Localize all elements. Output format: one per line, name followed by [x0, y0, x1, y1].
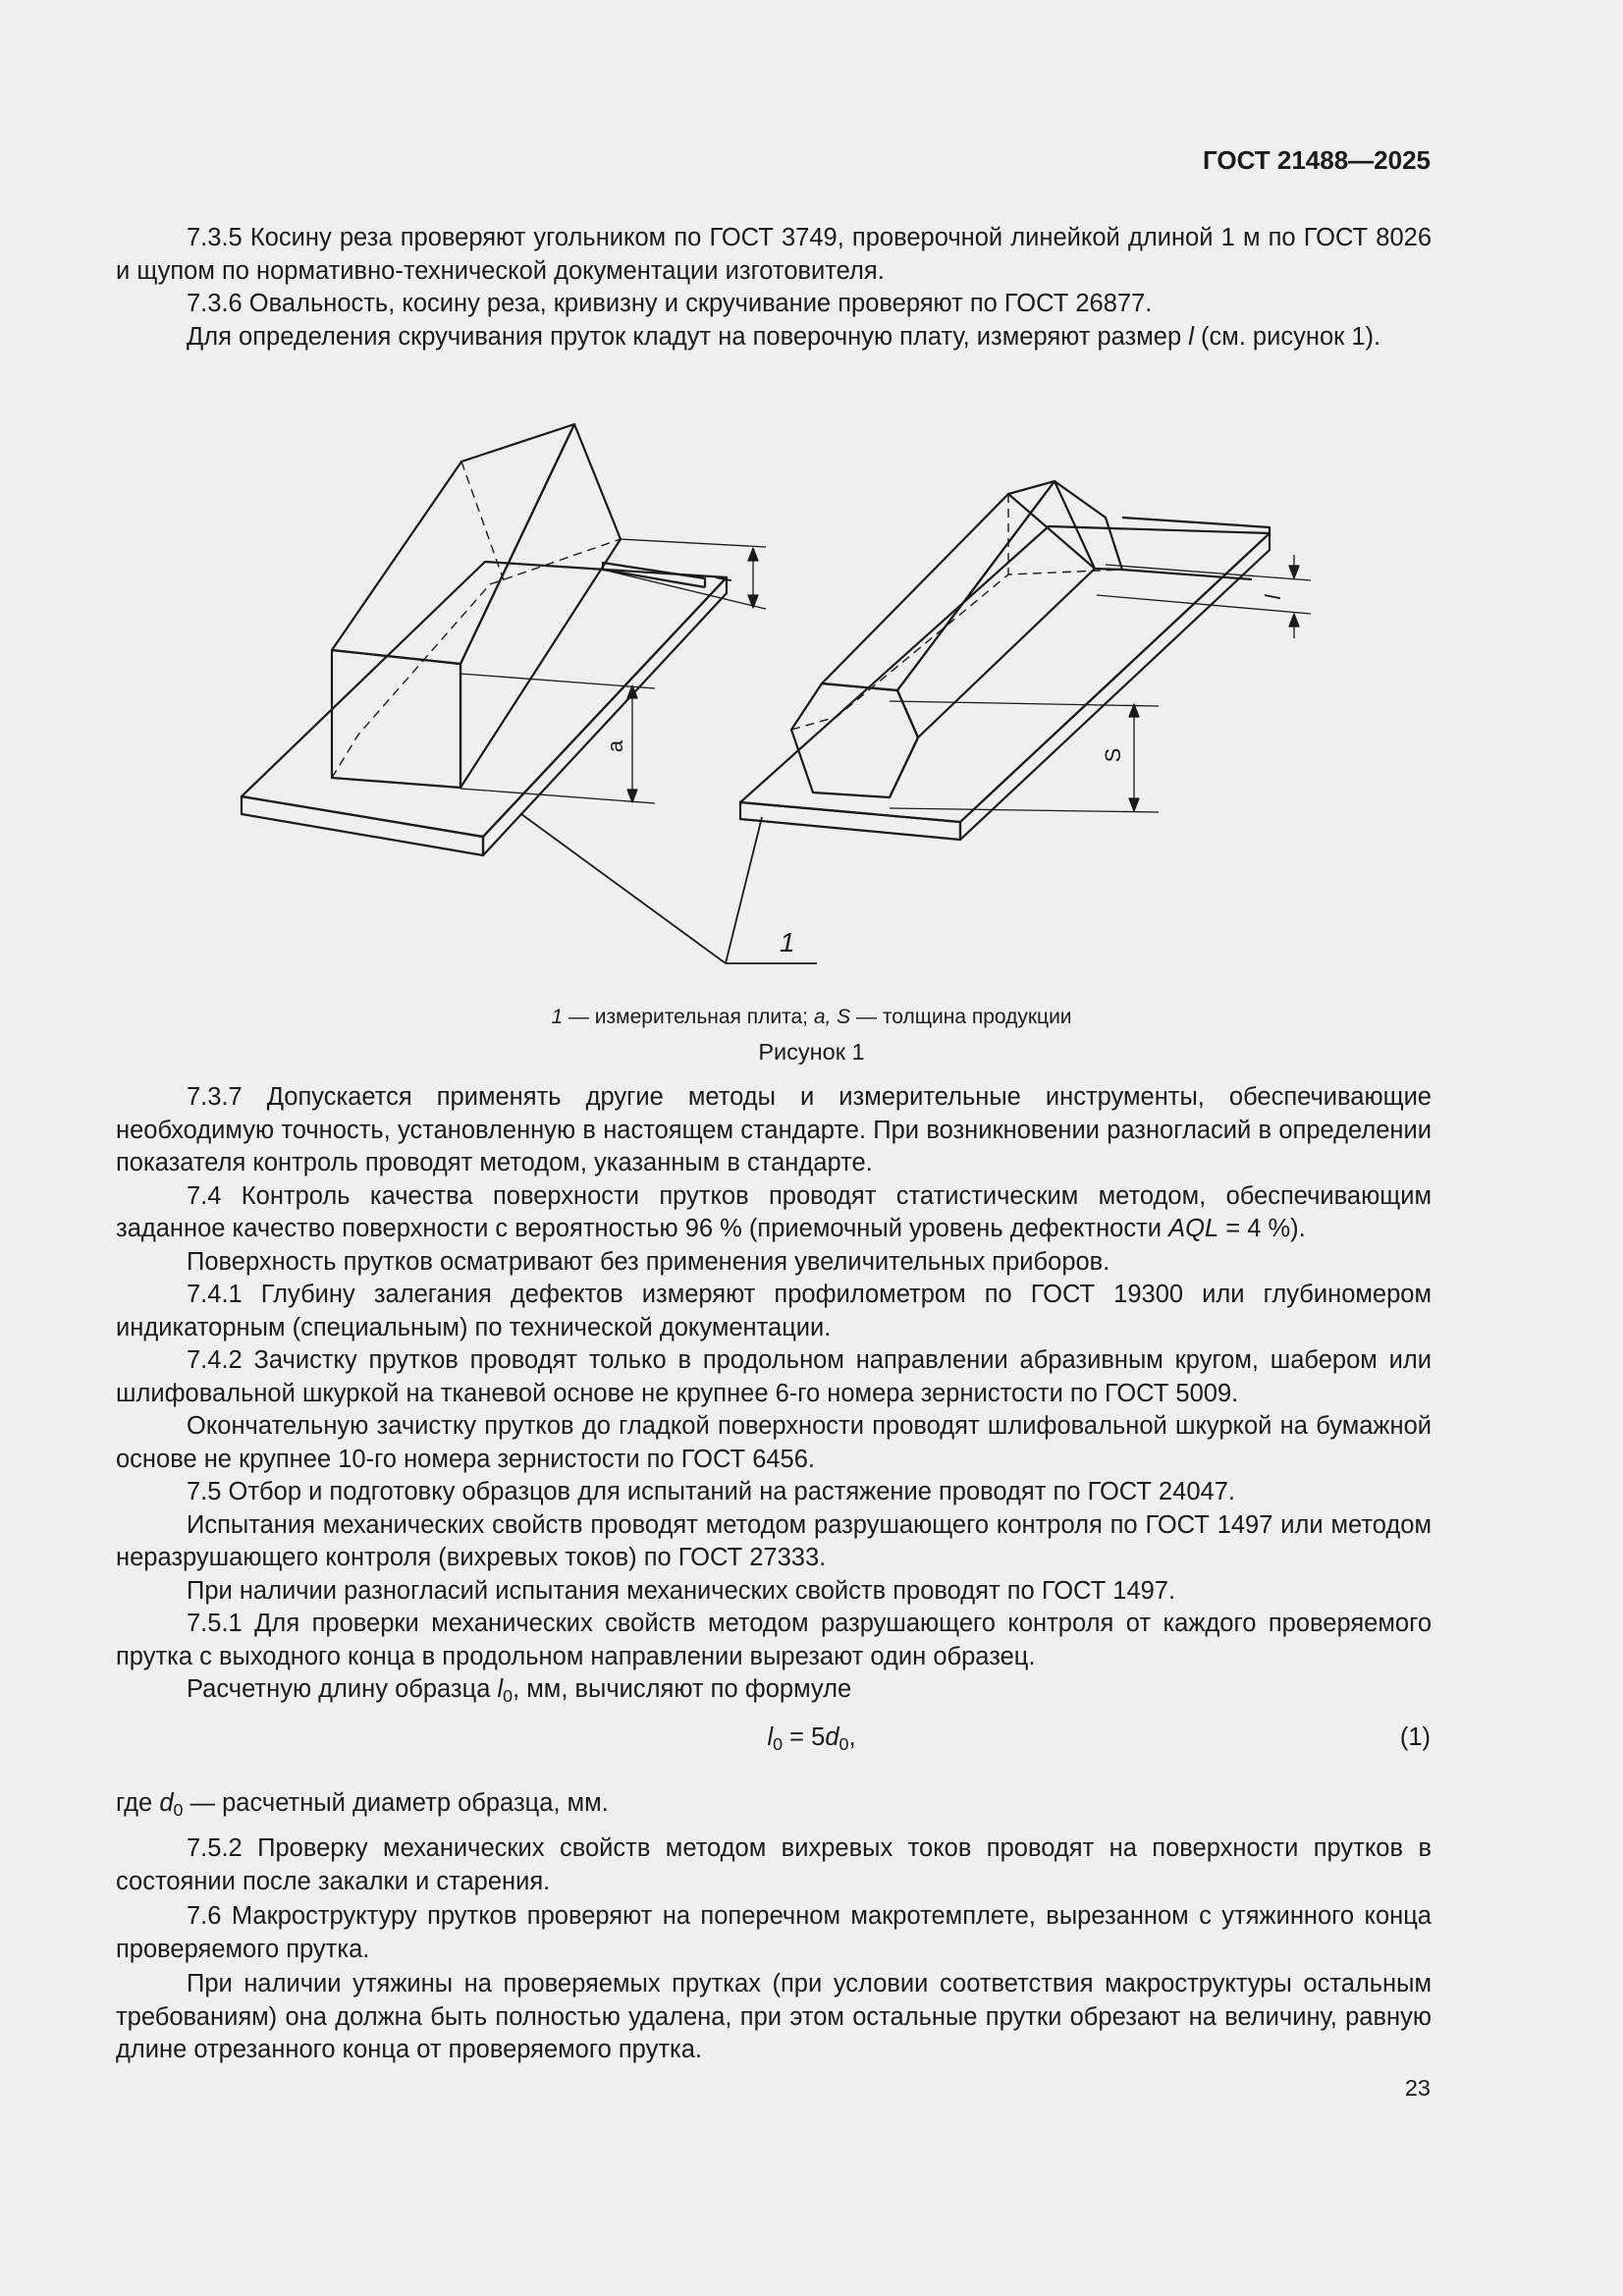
- left-measuring-plate: [242, 562, 727, 855]
- paragraph-final-cleaning: Окончательную зачистку прутков до гладкой поверхности проводят шлифовальной шкуркой на бумажной основе не крупнее 10-го номера зернистости по ГОСТ 6456.: [116, 1412, 1432, 1473]
- figure-1-drawing: [226, 412, 1335, 992]
- paragraph-7-5: 7.5 Отбор и подготовку образцов для испытаний на растяжение проводят по ГОСТ 24047.: [187, 1478, 1235, 1505]
- paragraph-7-6: 7.6 Макроструктуру прутков проверяют на поперечном макротемплете, вырезанном с утяжинного конца проверяемого прутка.: [116, 1902, 1432, 1963]
- figure-title: Рисунок 1: [758, 1039, 865, 1065]
- page-number: 23: [1404, 2075, 1431, 2101]
- formula-1: $l_0 = 5d_0$,: [767, 1723, 856, 1754]
- paragraph-shrinkage: При наличии утяжины на проверяемых прутках (при условии соответствия макроструктуры остальным требованиям) она должна быть полностью удалена, при этом остальные прутки обрезают на величину, равную длине отрезанного конца от проверяемого прутка.: [116, 1970, 1432, 2063]
- figure-caption: 1 — измерительная плита; a, S — толщина продукции: [551, 1006, 1072, 1028]
- paragraph-dispute: При наличии разногласий испытания механических свойств проводят по ГОСТ 1497.: [187, 1576, 1176, 1605]
- paragraph-7-5-2: 7.5.2 Проверку механических свойств методом вихревых токов проводят на поверхности прутков в состоянии после закалки и старения.: [116, 1834, 1432, 1895]
- paragraph-surface: Поверхность прутков осматривают без применения увеличительных приборов.: [187, 1247, 1110, 1276]
- right-bar: [791, 481, 1270, 797]
- paragraph-twist: Для определения скручивания пруток кладут на поверочную плату, измеряют размер l (см. рисунок 1).: [187, 322, 1381, 351]
- paragraph-calc-length: Расчетную длину образца $l_0$, мм, вычисляют по формуле: [187, 1675, 852, 1706]
- paragraph-7-4: 7.4 Контроль качества поверхности прутков проводят статистическим методом, обеспечивающим заданное качество поверхности с вероятностью 96 % (приемочный уровень дефектности AQL = 4 %).: [116, 1181, 1432, 1242]
- label-l-right: l: [1261, 594, 1285, 600]
- formula-number: (1): [1399, 1723, 1431, 1751]
- paragraph-7-4-1: 7.4.1 Глубину залегания дефектов измеряют профилометром по ГОСТ 19300 или глубиномером индикаторным (специальным) по технической документации.: [116, 1281, 1432, 1341]
- leader-line-plate: [521, 814, 817, 963]
- paragraph-7-5-1: 7.5.1 Для проверки механических свойств методом разрушающего контроля от каждого проверяемого прутка с выходного конца в продольном направлении вырезают один образец.: [116, 1610, 1432, 1670]
- paragraph-7-3-6: 7.3.6 Овальность, косину реза, кривизну и скручивание проверяют по ГОСТ 26877.: [187, 290, 1153, 317]
- text-block-bottom: [116, 1832, 1432, 2067]
- label-1: 1: [780, 927, 795, 957]
- document-header: ГОСТ 21488—2025: [1203, 145, 1431, 175]
- label-a: a: [603, 739, 627, 753]
- formula-explanation: где $d_0$ — расчетный диаметр образца, мм.: [116, 1789, 609, 1820]
- text-block-middle: [116, 1081, 1432, 1707]
- paragraph-7-4-2: 7.4.2 Зачистку прутков проводят только в продольном направлении абразивным кругом, шабером или шлифовальной шкуркой на тканевой основе не крупнее 6-го номера зернистости по ГОСТ 5009.: [116, 1346, 1432, 1407]
- paragraph-7-3-7: 7.3.7 Допускается применять другие методы и измерительные инструменты, обеспечивающие необходимую точность, установленную в настоящем стандарте. При возникновении разногласий в определении показателя контроль проводят методом, указанным в стандарте.: [116, 1083, 1432, 1176]
- paragraph-7-3-5: 7.3.5 Косину реза проверяют угольником по ГОСТ 3749, проверочной линейкой длиной 1 м по ГОСТ 8026 и щупом по нормативно-технической документации изготовителя.: [116, 224, 1432, 285]
- right-dimension-lines: [890, 555, 1311, 812]
- text-block-top: [116, 222, 1432, 354]
- paragraph-mechanical-tests: Испытания механических свойств проводят методом разрушающего контроля по ГОСТ 1497 или методом неразрушающего контроля (вихревых токов) по ГОСТ 27333.: [116, 1510, 1432, 1571]
- left-bar: [332, 424, 705, 788]
- label-l-left: l: [712, 576, 736, 582]
- label-s: S: [1101, 747, 1125, 763]
